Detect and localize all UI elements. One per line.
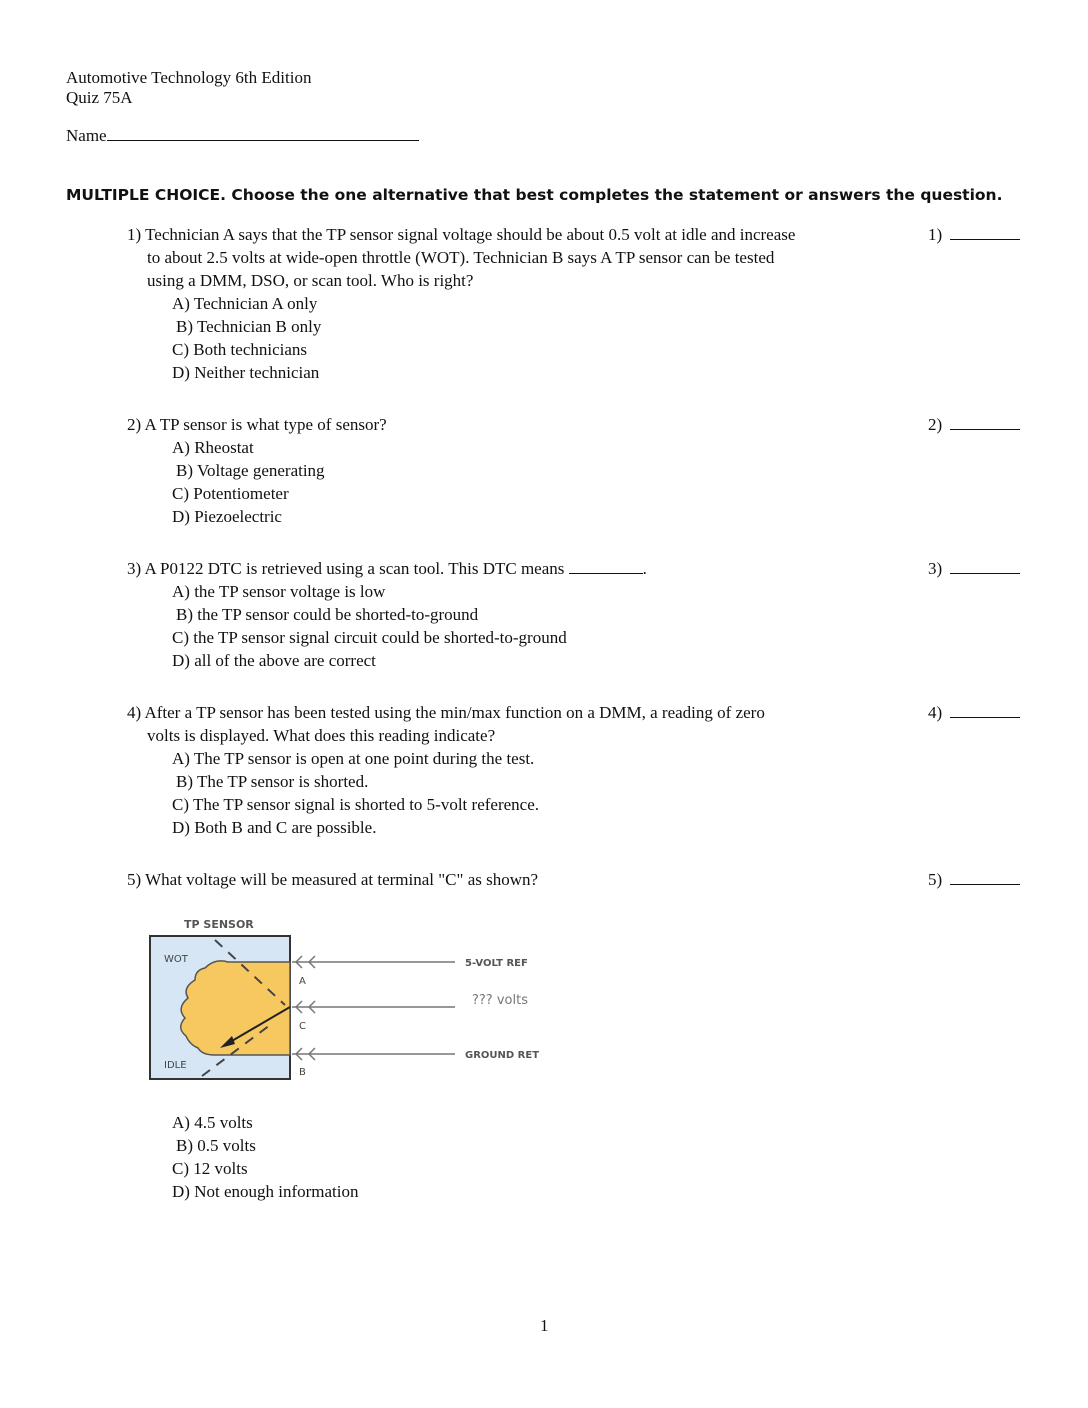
answer-number: 3) [928,559,943,578]
instructions [66,184,1002,207]
ground-label: GROUND RET [465,1050,540,1061]
answer-line[interactable] [950,223,1020,240]
stem-line: 3) A P0122 DTC is retrieved using a scan tool. This DTC means . [127,559,647,578]
answer-option[interactable]: A) Technician A only [172,294,318,313]
options [127,292,917,384]
name-blank[interactable] [107,126,419,141]
name-field[interactable] [66,124,419,147]
page-number: 1 [540,1316,549,1335]
name-label: Name [66,126,107,145]
terminal-a-label: A [299,976,306,987]
answer-option[interactable]: C) The TP sensor signal is shorted to 5-volt reference. [172,795,539,814]
answer-blank-2[interactable] [928,413,1028,436]
options [127,1111,359,1203]
answer-number: 2) [928,415,943,434]
question-stem [127,413,917,436]
question-stem [127,701,917,747]
answer-line[interactable] [950,868,1020,885]
answer-option[interactable]: B) 0.5 volts [176,1136,256,1155]
answer-option[interactable]: A) the TP sensor voltage is low [172,582,386,601]
question-3 [127,557,917,672]
answer-option[interactable]: C) Potentiometer [172,484,289,503]
stem-suffix: . [642,559,647,578]
answer-blank-3[interactable] [928,557,1028,580]
answer-blank-5[interactable] [928,868,1028,891]
question-4 [127,701,917,839]
answer-option[interactable]: D) all of the above are correct [172,651,376,670]
answer-option[interactable]: D) Piezoelectric [172,507,282,526]
options [127,580,917,672]
answer-option[interactable]: A) 4.5 volts [172,1113,253,1132]
question-2 [127,413,917,528]
answer-blank-4[interactable] [928,701,1028,724]
stem-line: 2) A TP sensor is what type of sensor? [127,415,387,434]
stem-line: 4) After a TP sensor has been tested using the min/max function on a DMM, a reading of zero [127,703,765,722]
quiz-id: Quiz 75A [66,88,133,107]
inline-blank [569,559,643,574]
answer-option[interactable]: C) Both technicians [172,340,308,359]
instructions-text: Choose the one alternative that best completes the statement or answers the question. [226,186,1003,204]
answer-line[interactable] [950,557,1020,574]
answer-line[interactable] [950,413,1020,430]
tp-sensor-diagram [140,910,560,1090]
stem-line: 5) What voltage will be measured at terminal "C" as shown? [127,870,539,889]
answer-option[interactable]: D) Not enough information [172,1182,359,1201]
answer-option[interactable]: B) Technician B only [176,317,322,336]
answer-option[interactable]: D) Both B and C are possible. [172,818,377,837]
terminal-c-label: C [299,1021,306,1032]
stem-line: volts is displayed. What does this reading indicate? [147,726,496,745]
options [127,436,917,528]
answer-option[interactable]: C) 12 volts [172,1159,248,1178]
question-1 [127,223,917,384]
terminal-b-label: B [299,1067,306,1078]
answer-option[interactable]: B) The TP sensor is shorted. [176,772,369,791]
idle-label: IDLE [164,1060,187,1071]
answer-option[interactable]: D) Neither technician [172,363,320,382]
answer-option[interactable]: B) Voltage generating [176,461,325,480]
answer-line[interactable] [950,701,1020,718]
stem-line: using a DMM, DSO, or scan tool. Who is right? [147,271,474,290]
answer-number: 4) [928,703,943,722]
options [127,747,917,839]
doc-title: Automotive Technology 6th Edition [66,68,312,87]
resistor-element [181,961,290,1055]
question-stem [127,557,917,580]
answer-number: 1) [928,225,943,244]
instructions-label: MULTIPLE CHOICE. [66,186,227,204]
answer-number: 5) [928,870,943,889]
answer-option[interactable]: A) Rheostat [172,438,254,457]
answer-blank-1[interactable] [928,223,1028,246]
answer-option[interactable]: B) the TP sensor could be shorted-to-ground [176,605,479,624]
diagram-title: TP SENSOR [184,918,254,931]
ref-label: 5-VOLT REF [465,958,528,969]
answer-option[interactable]: C) the TP sensor signal circuit could be shorted-to-ground [172,628,567,647]
question-stem [127,223,917,292]
wot-label: WOT [164,954,188,965]
stem-line: 1) Technician A says that the TP sensor signal voltage should be about 0.5 volt at idle and increase [127,225,796,244]
question-stem [127,868,917,891]
signal-label: ??? volts [472,993,528,1008]
answer-option[interactable]: A) The TP sensor is open at one point during the test. [172,749,535,768]
stem-line: to about 2.5 volts at wide-open throttle (WOT). Technician B says A TP sensor can be tested [147,248,775,267]
